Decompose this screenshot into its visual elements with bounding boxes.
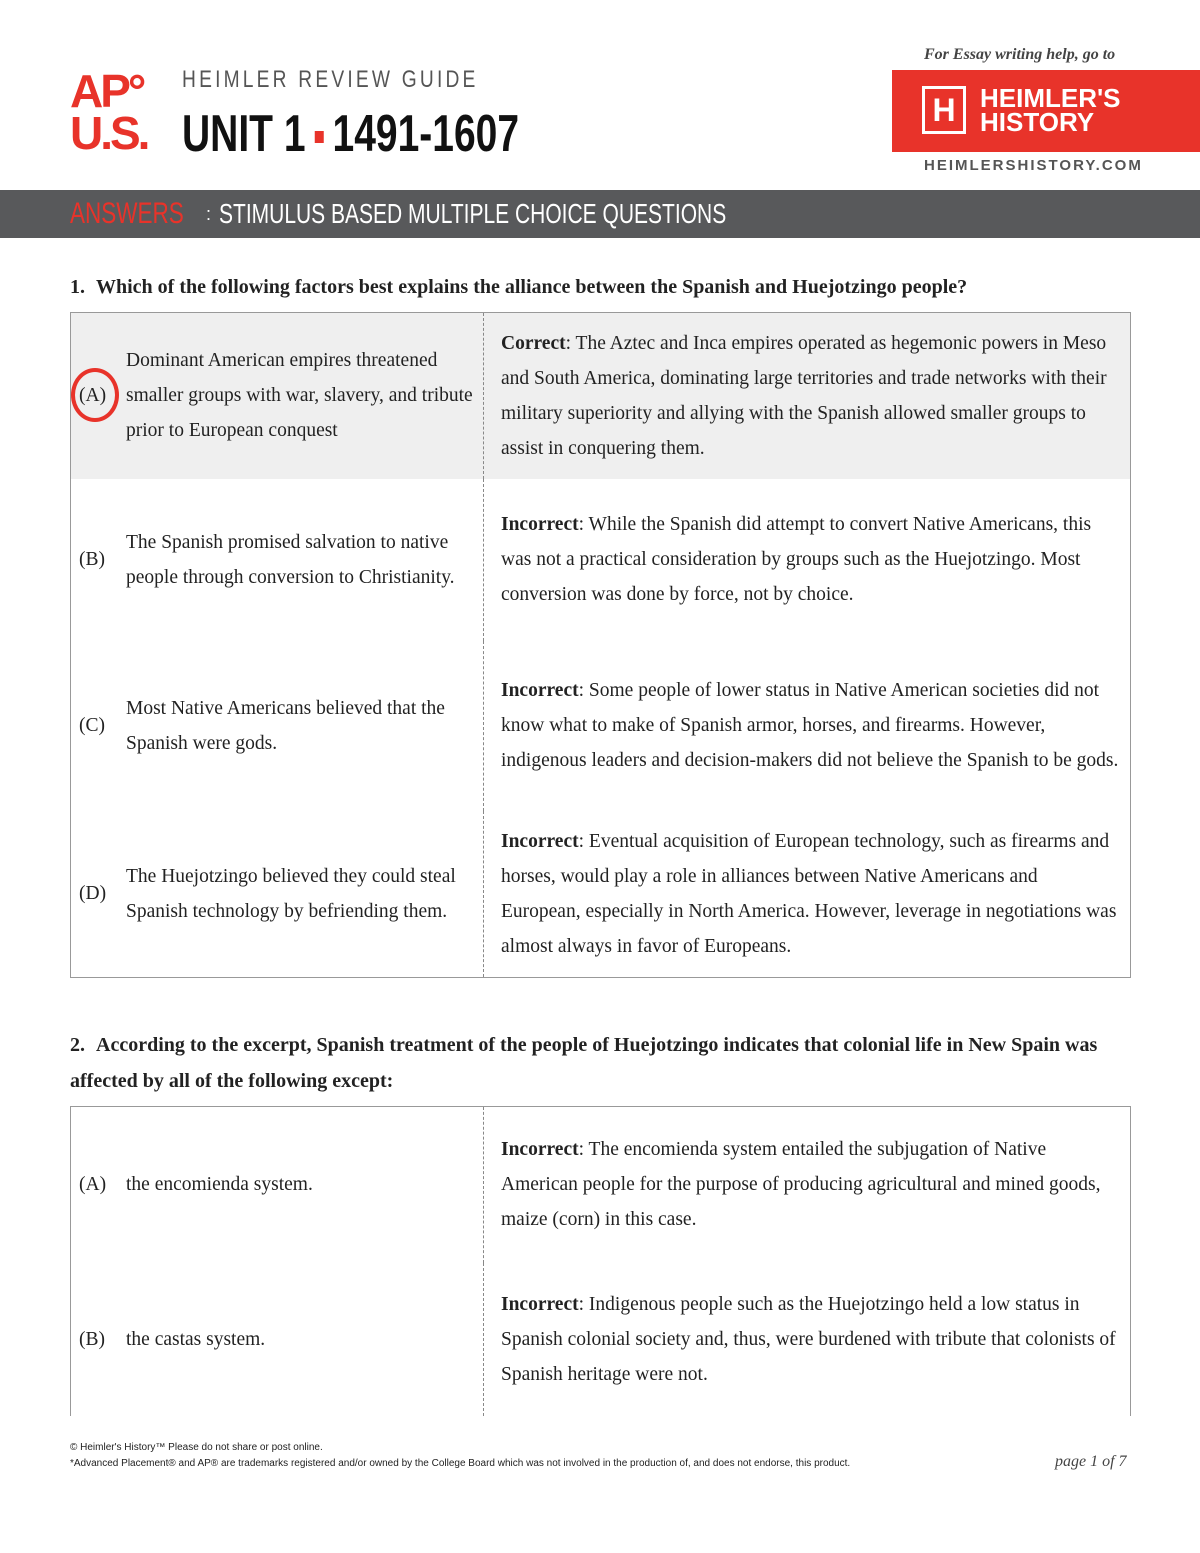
unit-title — [182, 104, 519, 164]
disclaimer: *Advanced Placement® and AP® are trademarks registered and/or owned by the College Board which was not involved in the production of, and does not endorse, this product. — [70, 1458, 851, 1469]
answers-label: ANSWERS — [70, 197, 184, 230]
explanation — [484, 479, 1131, 641]
guide-label: HEIMLER REVIEW GUIDE — [182, 66, 479, 93]
verdict: Incorrect — [501, 1293, 579, 1315]
option-letter: (B) — [79, 549, 105, 570]
option-cell — [71, 1263, 484, 1416]
table-row — [71, 313, 1131, 479]
option-cell — [71, 1107, 484, 1263]
explanation — [484, 1107, 1131, 1263]
question-text: According to the excerpt, Spanish treatment of the people of Huejotzingo indicates that colonial life in New Spain was affected by all of the following except: — [70, 1034, 1098, 1092]
h-logo-icon: H — [922, 86, 966, 134]
explanation — [484, 641, 1131, 811]
question-number: 2. — [70, 1034, 85, 1056]
option-cell — [71, 641, 484, 811]
explanation-text: : The Aztec and Inca empires operated as hegemonic powers in Meso and South America, dominating large territories and trade networks with their military superiority and allying with the Spanish allowed smaller groups to assist in conquering them. — [501, 332, 1107, 459]
verdict: Incorrect — [501, 680, 579, 701]
option-text: Dominant American empires threatened smaller groups with war, slavery, and tribute prior to European conquest — [126, 350, 473, 442]
copyright: © Heimler's History™ Please do not share or post online. — [70, 1442, 323, 1453]
explanation-text: : While the Spanish did attempt to convert Native Americans, this was not a practical consideration by groups such as the Huejotzingo. Most conversion was done by force, not by choice. — [501, 514, 1092, 605]
option-text: the encomienda system. — [126, 1174, 313, 1196]
question-text: Which of the following factors best explains the alliance between the Spanish and Huejotzingo people? — [96, 276, 968, 298]
explanation — [484, 1263, 1131, 1416]
question-2 — [70, 1027, 1130, 1099]
explanation-text: : The encomienda system entailed the subjugation of Native American people for the purpose of producing agricultural and mined goods, maize (corn) in this case. — [501, 1139, 1101, 1231]
verdict: Incorrect — [501, 514, 579, 535]
brand-name: HEIMLER'S HISTORY — [980, 83, 1121, 137]
option-letter: (A) — [71, 378, 126, 413]
section-banner — [0, 190, 1200, 238]
separator-square-icon — [315, 131, 324, 143]
option-letter: (D) — [79, 883, 107, 905]
table-row — [71, 1107, 1131, 1263]
table-row — [71, 1263, 1131, 1416]
verdict: Correct — [501, 332, 566, 354]
unit-label: UNIT 1 — [182, 105, 306, 163]
answer-table-1 — [70, 312, 1131, 978]
option-text: the castas system. — [126, 1328, 266, 1350]
verdict: Incorrect — [501, 830, 579, 852]
verdict: Incorrect — [501, 1139, 579, 1161]
option-letter: (C) — [79, 715, 105, 736]
heimlers-history-logo[interactable] — [892, 70, 1200, 152]
option-text: The Huejotzingo believed they could steal Spanish technology by befriending them. — [126, 865, 456, 922]
banner-separator: : — [206, 203, 212, 224]
explanation — [484, 811, 1131, 978]
option-letter: (A) — [79, 1174, 107, 1196]
selected-circle-icon — [71, 368, 119, 422]
table-row — [71, 641, 1131, 811]
option-cell — [71, 479, 484, 641]
option-cell — [71, 313, 484, 479]
option-letter: (B) — [79, 1328, 105, 1350]
option-cell — [71, 811, 484, 978]
explanation-text: : Some people of lower status in Native American societies did not know what to make of Spanish armor, horses, and firearms. However, indigenous leaders and decision-makers did not believe the Spanish to be gods. — [501, 680, 1119, 771]
option-text: Most Native Americans believed that the Spanish were gods. — [126, 697, 445, 754]
table-row — [71, 811, 1131, 978]
banner-title: STIMULUS BASED MULTIPLE CHOICE QUESTIONS — [219, 198, 727, 229]
ap-us-logo: AP° U.S. — [70, 65, 148, 159]
option-text: The Spanish promised salvation to native people through conversion to Christianity. — [126, 531, 455, 588]
table-row — [71, 479, 1131, 641]
unit-years: 1491-1607 — [332, 105, 520, 163]
answer-table-2 — [70, 1106, 1131, 1416]
website-link[interactable]: HEIMLERSHISTORY.COM — [924, 157, 1143, 174]
explanation — [484, 313, 1131, 479]
page-number: page 1 of 7 — [1055, 1453, 1127, 1470]
question-number: 1. — [70, 276, 85, 298]
question-1 — [70, 269, 1130, 305]
explanation-text: : Eventual acquisition of European technology, such as firearms and horses, would play a role in alliances between Native Americans and European, especially in North America. However, leverage in negotiations was almost always in favor of Europeans. — [501, 830, 1117, 957]
help-text: For Essay writing help, go to — [924, 46, 1116, 63]
explanation-text: : Indigenous people such as the Huejotzingo held a low status in Spanish colonial society and, thus, were burdened with tribute that colonists of Spanish heritage were not. — [501, 1293, 1116, 1385]
